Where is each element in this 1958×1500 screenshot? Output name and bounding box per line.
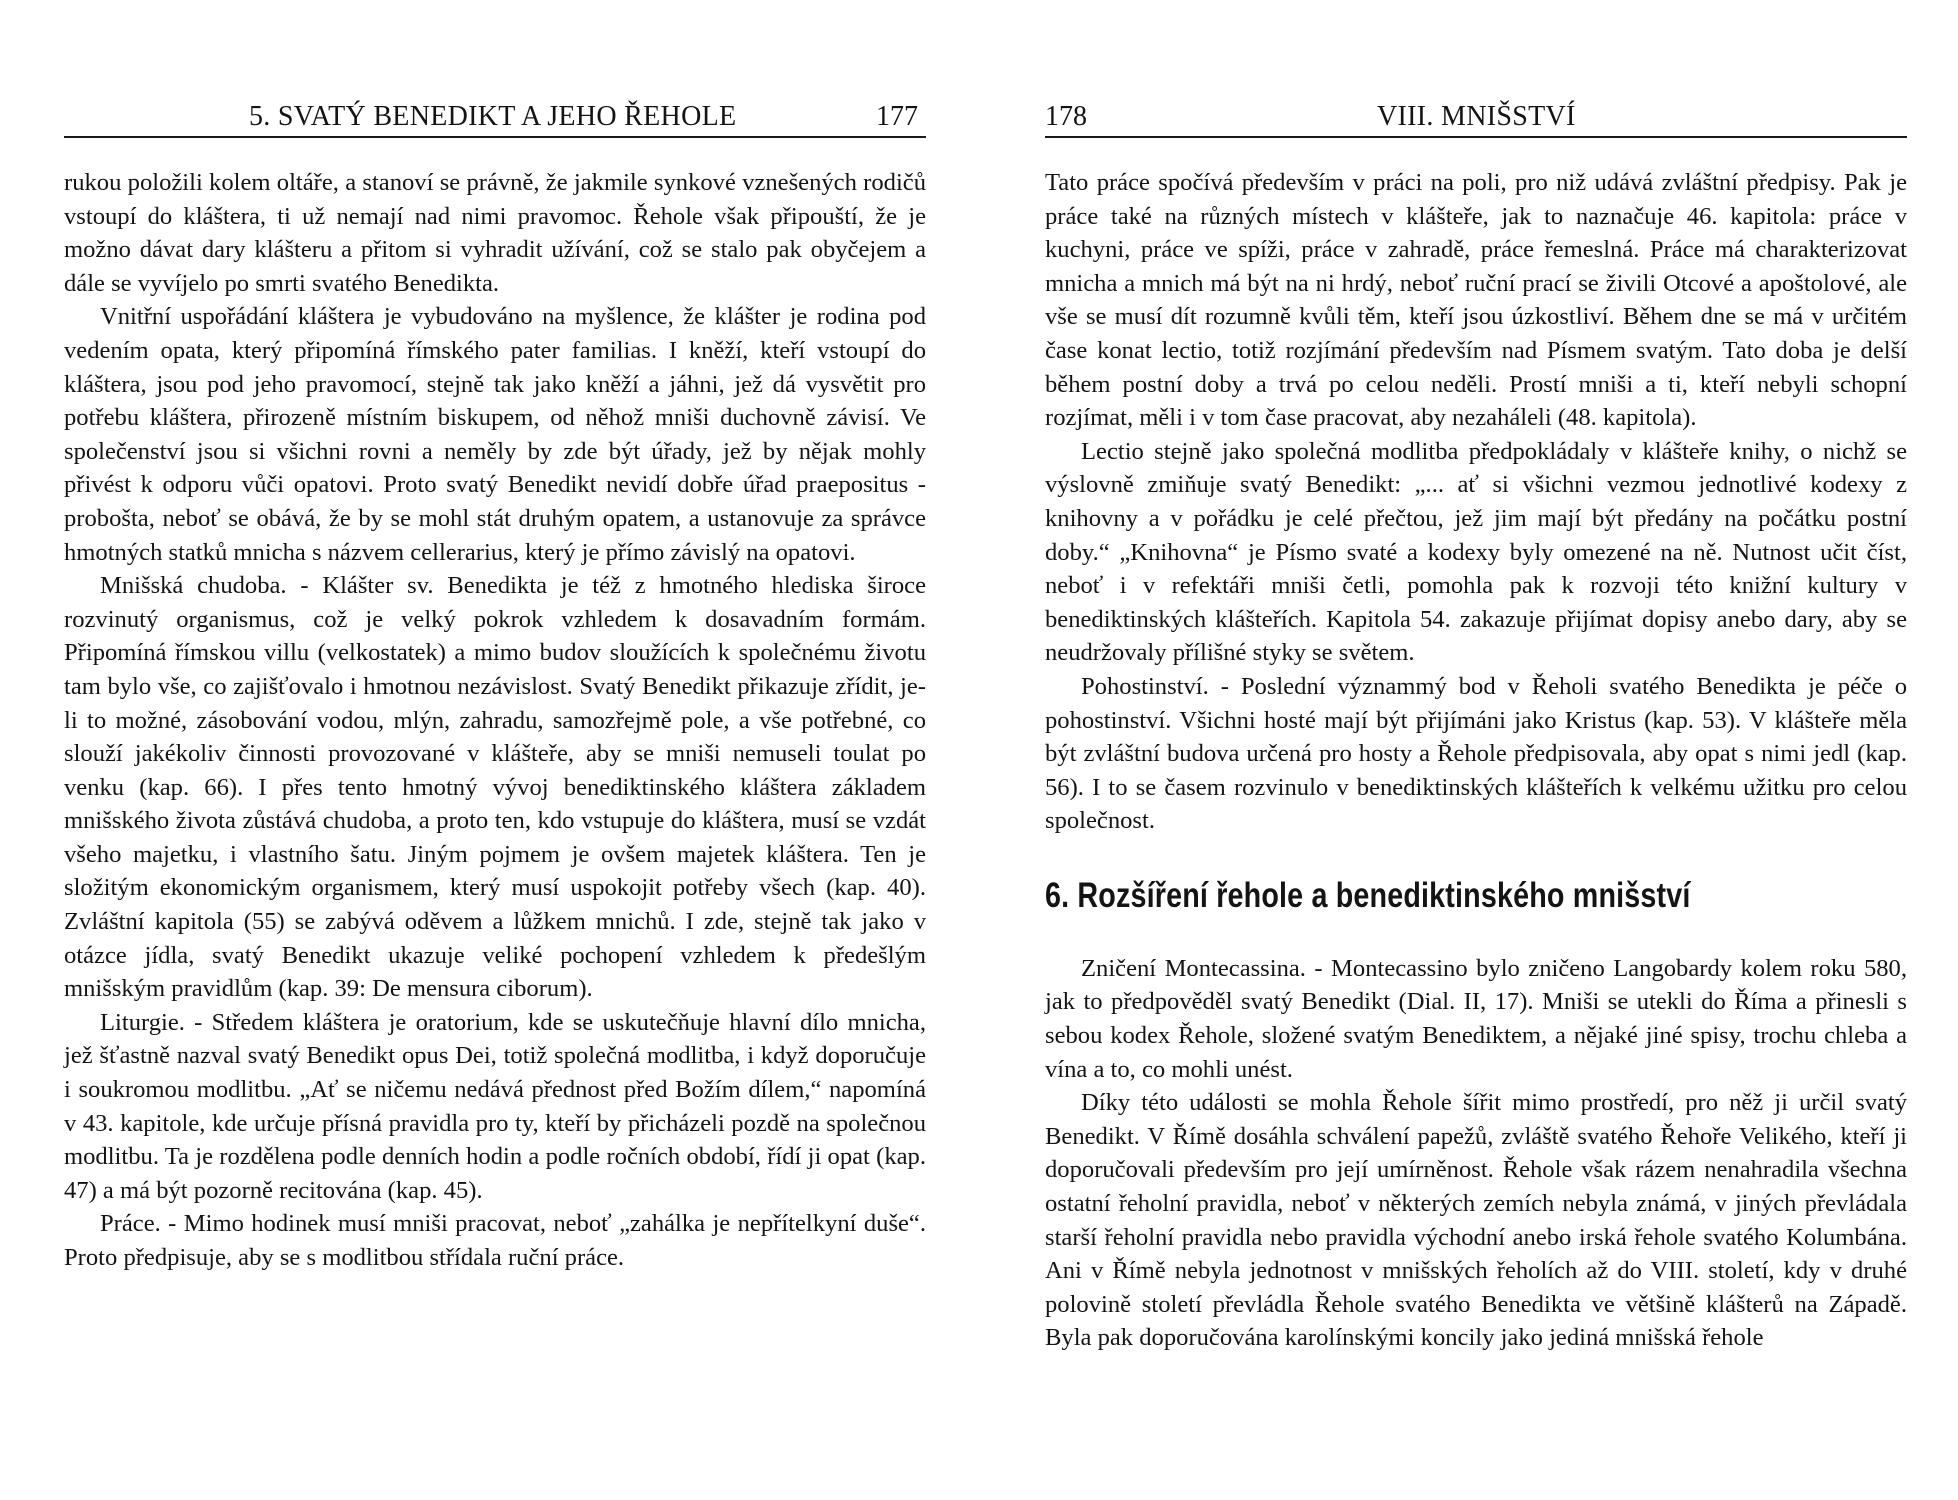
- right-page-body: [1045, 166, 1907, 1355]
- paragraph: Díky této události se mohla Řehole šířit mimo prostředí, pro něž ji určil svatý Benedikt. V Římě dosáhla schválení papežů, zvláště svatého Řehoře Velikého, kteří ji doporučovali především pro její umírněnost. Řehole však rázem nenahradila všechna ostatní řeholní pravidla, neboť v některých zemích nebyla známá, v jiných převládala starší řeholní pravidla nebo pravidla východní anebo irská řehole svatého Kolumbána. Ani v Římě nebyla jednotnost v mnišských řeholích až do VIII. století, kdy v druhé polovině století převládla Řehole svatého Benedikta ve většině klášterů na Západě. Byla pak doporučována karolínskými koncily jako jediná mnišská řehole: [1045, 1089, 1907, 1352]
- paragraph: Tato práce spočívá především v práci na poli, pro niž udává zvláštní předpisy. Pak je práce také na různých místech v klášteře, jak to naznačuje 46. kapitola: práce v kuchyni, práce ve spíži, práce v zahradě, práce řemeslná. Práce má charakterizovat mnicha a mnich má být na ni hrdý, neboť ruční prací se živili Otcové a apoštolové, ale vše se musí dít rozumně kvůli těm, kteří jsou úzkostliví. Během dne se má v určitém čase konat lectio, totiž rozjímání především nad Písmem svatým. Tato doba je delší během postní doby a trvá po celou neděli. Prostí mniši a ti, kteří nebyli schopní rozjímat, měli i v tom čase pracovat, aby nezaháleli (48. kapitola).: [1045, 169, 1907, 432]
- paragraph: Mnišská chudoba. - Klášter sv. Benedikta je též z hmotného hlediska široce rozvinutý organismus, což je velký pokrok vzhledem k dosavadním formám. Připomíná římskou villu (velkostatek) a mimo budov sloužících k společnému životu tam bylo vše, co zajišťovalo i hmotnou nezávislost. Svatý Benedikt přikazuje zřídit, je-li to možné, zásobování vodou, mlýn, zahradu, samozřejmě pole, a vše potřebné, co slouží jakékoliv činnosti provozované v klášteře, aby se mniši nemuseli toulat po venku (kap. 66). I přes tento hmotný vývoj benediktinského kláštera základem mnišského života zůstává chudoba, a proto ten, kdo vstupuje do kláštera, musí se vzdát všeho majetku, i vlastního šatu. Jiným pojmem je ovšem majetek kláštera. Ten je složitým ekonomickým organismem, který musí uspokojit potřeby všech (kap. 40). Zvláštní kapitola (55) se zabývá oděvem a lůžkem mnichů. I zde, stejně tak jako v otázce jídla, svatý Benedikt ukazuje veliké pochopení vzhledem k předešlým mnišským pravidlům (kap. 39: De mensura ciborum).: [64, 572, 926, 1003]
- paragraph: Liturgie. - Středem kláštera je oratorium, kde se uskutečňuje hlavní dílo mnicha, jež šťastně nazval svatý Benedikt opus Dei, totiž společná modlitba, i když doporučuje i soukromou modlitbu. „Ať se ničemu nedává přednost před Božím dílem,“ napomíná v 43. kapitole, kde určuje přísná pravidla pro ty, kteří by přicházeli pozdě na společnou modlitbu. Ta je rozdělena podle denních hodin a podle ročních období, řídí ji opat (kap. 47) a má být pozorně recitována (kap. 45).: [64, 1008, 926, 1204]
- running-head-title: VIII. MNIŠSTVÍ: [1377, 101, 1576, 132]
- page-number: 177: [876, 101, 918, 132]
- running-head-left: [64, 100, 926, 138]
- paragraph: Práce. - Mimo hodinek musí mniši pracovat, neboť „zahálka je nepřítelkyní duše“. Proto předpisuje, aby se s modlitbou střídala ruční práce.: [64, 1210, 926, 1271]
- left-page: [64, 0, 926, 1500]
- paragraph: Vnitřní uspořádání kláštera je vybudováno na myšlence, že klášter je rodina pod vedením opata, který připomíná římského pater familias. I kněží, kteří vstoupí do kláštera, jsou pod jeho pravomocí, stejně tak jako kněží a jáhni, jež dá vysvětit pro potřebu kláštera, přirozeně místním biskupem, od něhož mniši duchovně závisí. Ve společenství jsou si všichni rovni a neměly by zde být úřady, jež by nějak mohly přivést k odporu vůči opatovi. Proto svatý Benedikt nevidí dobře úřad praepositus - probošta, neboť se obává, že by se mohl stát druhým opatem, a ustanovuje za správce hmotných statků mnicha s názvem cellerarius, který je přímo závislý na opatovi.: [64, 303, 926, 566]
- right-page: [1045, 0, 1907, 1500]
- paragraph: Pohostinství. - Poslední význammý bod v Řeholi svatého Benedikta je péče o pohostinství. Všichni hosté mají být přijímáni jako Kristus (kap. 53). V klášteře měla být zvláštní budova určená pro hosty a Řehole předpisovala, aby opat s nimi jedl (kap. 56). I to se časem rozvinulo v benediktinských klášteřích k velkému užitku pro celou společnost.: [1045, 672, 1907, 835]
- left-page-body: [64, 166, 926, 1275]
- paragraph: Lectio stejně jako společná modlitba předpokládaly v klášteře knihy, o nichž se výslovně zmiňuje svatý Benedikt: „... ať si všichni vezmou jednotlivé kodexy z knihovny a v pořádku je celé přečtou, jež jim mají být předány na počátku postní doby.“ „Knihovna“ je Písmo svaté a kodexy byly omezené na ně. Nutnost učit číst, neboť i v refektáři mniši četli, pomohla pak k rozvoji této knižní kultury v benediktinských klášteřích. Kapitola 54. zakazuje přijímat dopisy anebo dary, aby se neudržovaly přílišné styky se světem.: [1045, 437, 1907, 667]
- running-head-title: 5. SVATÝ BENEDIKT A JEHO ŘEHOLE: [249, 101, 737, 132]
- section-heading: 6. Rozšíření řehole a benediktinského mnišství: [1045, 875, 1691, 915]
- running-head-right: [1045, 100, 1907, 138]
- page-number: 178: [1045, 101, 1087, 132]
- paragraph: Zničení Montecassina. - Montecassino bylo zničeno Langobardy kolem roku 580, jak to předpověděl svatý Benedikt (Dial. II, 17). Mniši se utekli do Říma a přinesli s sebou kodex Řehole, složené svatým Benediktem, a nějaké jiné spisy, trochu chleba a vína a to, co mohli unést.: [1045, 954, 1907, 1083]
- paragraph: rukou položili kolem oltáře, a stanoví se právně, že jakmile synkové vznešených rodičů vstoupí do kláštera, ti už nemají nad nimi pravomoc. Řehole však připouští, že je možno dávat dary klášteru a přitom si vyhradit užívání, což se stalo pak obyčejem a dále se vyvíjelo po smrti svatého Benedikta.: [64, 169, 926, 297]
